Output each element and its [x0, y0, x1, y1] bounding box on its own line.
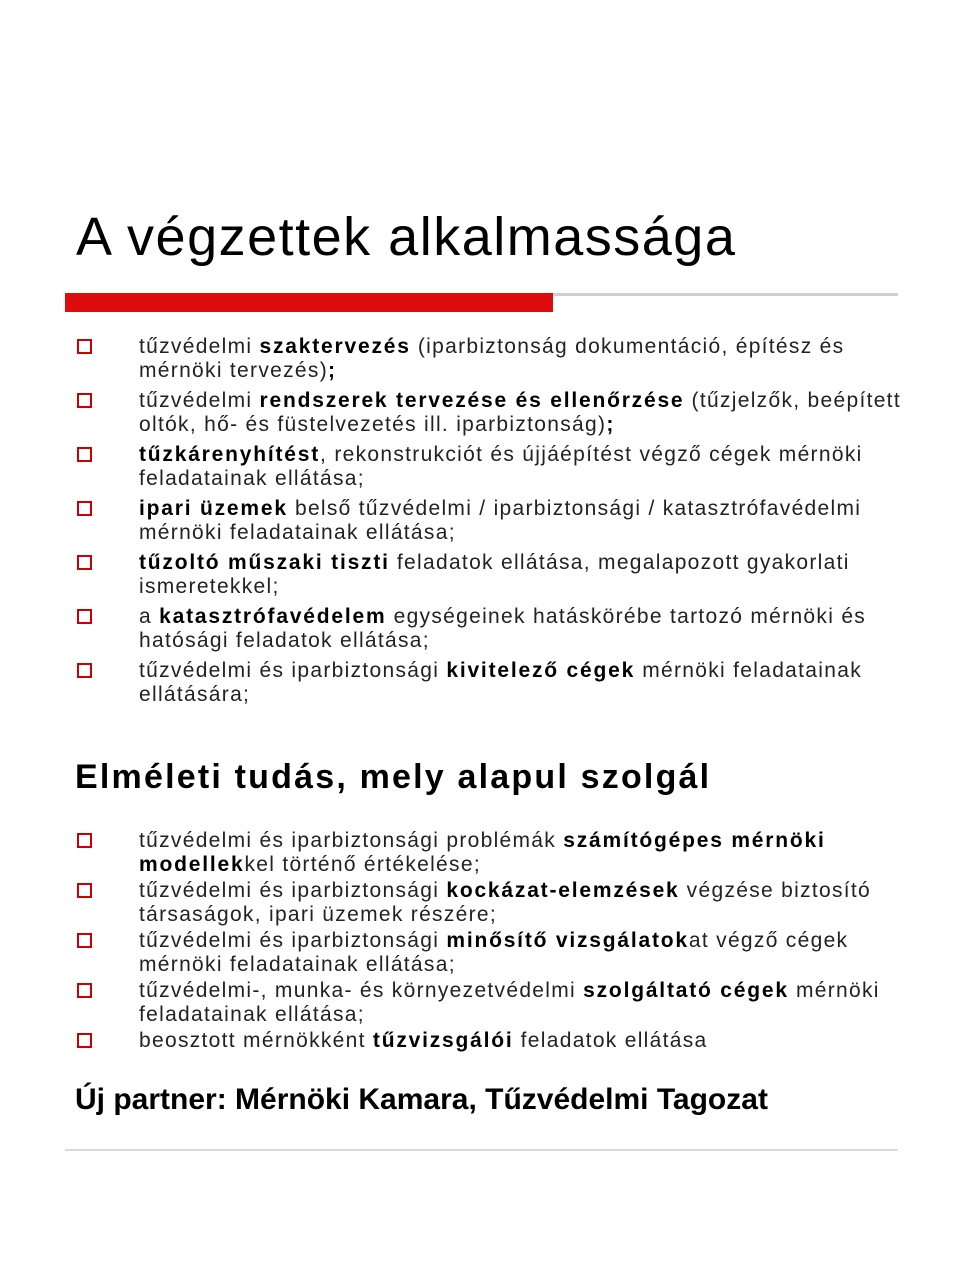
square-bullet-icon: [77, 663, 92, 678]
list-item-text: [139, 829, 826, 876]
bottom-divider: [65, 1149, 898, 1151]
list-item-text: [139, 389, 901, 436]
plain-text: a: [139, 605, 160, 628]
list-item: [0, 389, 960, 437]
plain-text: feladatok ellátása: [513, 1029, 708, 1052]
emphasis-text: tűzoltó műszaki tiszti: [139, 551, 390, 574]
plain-text: beosztott mérnökként: [139, 1029, 373, 1052]
square-bullet-icon: [77, 609, 92, 624]
theory-list: [0, 829, 960, 1055]
emphasis-text: kockázat-elemzések: [446, 879, 680, 902]
square-bullet-icon: [77, 933, 92, 948]
square-bullet-icon: [77, 1033, 92, 1048]
list-item: [0, 979, 960, 1027]
list-item: [0, 443, 960, 491]
plain-text: végzése biztosító társaságok, ipari üzemek részére;: [139, 879, 872, 926]
emphasis-text: szolgáltató cégek: [583, 979, 789, 1002]
square-bullet-icon: [77, 447, 92, 462]
emphasis-text: katasztrófavédelem: [159, 605, 387, 628]
list-item: [0, 1029, 960, 1053]
partner-line: Új partner: Mérnöki Kamara, Tűzvédelmi Tagozat: [75, 1083, 768, 1116]
list-item: [0, 929, 960, 977]
emphasis-text: tűzkárenyhítést: [139, 443, 321, 466]
list-item-text: [139, 1029, 708, 1052]
competency-list: [0, 335, 960, 713]
list-item-text: [139, 605, 866, 652]
plain-text: tűzvédelmi és iparbiztonsági problémák: [139, 829, 564, 852]
plain-text: tűzvédelmi: [139, 335, 260, 358]
plain-text: (tűzjelzők, beépített oltók, hő- és füstelvezetés ill. iparbiztonság): [139, 389, 901, 436]
plain-text: tűzvédelmi és iparbiztonsági: [139, 929, 447, 952]
list-item-text: [139, 979, 880, 1026]
square-bullet-icon: [77, 883, 92, 898]
square-bullet-icon: [77, 501, 92, 516]
list-item-text: [139, 659, 862, 706]
list-item: [0, 879, 960, 927]
section-heading: Elméleti tudás, mely alapul szolgál: [75, 758, 712, 796]
emphasis-text: kivitelező cégek: [446, 659, 636, 682]
emphasis-text: rendszerek tervezése és ellenőrzése: [259, 389, 685, 412]
emphasis-text: számítógépes mérnöki modellek: [139, 829, 826, 876]
plain-text: mérnöki feladatainak ellátására;: [139, 659, 862, 706]
list-item-text: [139, 497, 861, 544]
title-underline-red: [65, 293, 553, 312]
list-item: [0, 605, 960, 653]
list-item: [0, 335, 960, 383]
list-item-text: [139, 551, 850, 598]
emphasis-text: minősítő vizsgálatok: [446, 929, 689, 952]
emphasis-text: ipari üzemek: [139, 497, 288, 520]
square-bullet-icon: [77, 555, 92, 570]
plain-text: egységeinek hatáskörébe tartozó mérnöki és hatósági feladatok ellátása;: [139, 605, 867, 652]
plain-text: feladatok ellátása, megalapozott gyakorlati ismeretekkel;: [139, 551, 850, 598]
square-bullet-icon: [77, 339, 92, 354]
list-item: [0, 829, 960, 877]
list-item-text: [139, 335, 844, 382]
list-item-text: [139, 929, 848, 976]
plain-text: belső tűzvédelmi / iparbiztonsági / katasztrófavédelmi mérnöki feladatainak ellátása;: [139, 497, 862, 544]
list-item: [0, 551, 960, 599]
plain-text: at végző cégek mérnöki feladatainak ellátása;: [139, 929, 849, 976]
plain-text: tűzvédelmi és iparbiztonsági: [139, 879, 447, 902]
emphasis-text: szaktervezés: [259, 335, 411, 358]
plain-text: tűzvédelmi: [139, 389, 260, 412]
page-title: A végzettek alkalmassága: [76, 207, 737, 267]
square-bullet-icon: [77, 393, 92, 408]
emphasis-text: ;: [327, 359, 337, 382]
emphasis-text: tűzvizsgálói: [372, 1029, 514, 1052]
plain-text: , rekonstrukciót és újjáépítést végző cégek mérnöki feladatainak ellátása;: [139, 443, 863, 490]
plain-text: mérnöki feladatainak ellátása;: [139, 979, 880, 1026]
list-item: [0, 497, 960, 545]
plain-text: kel történő értékelése;: [244, 853, 481, 876]
list-item: [0, 659, 960, 707]
emphasis-text: ;: [606, 413, 616, 436]
title-underline-grey: [553, 293, 898, 296]
plain-text: (iparbiztonság dokumentáció, építész és mérnöki tervezés): [139, 335, 845, 382]
square-bullet-icon: [77, 833, 92, 848]
plain-text: tűzvédelmi-, munka- és környezetvédelmi: [139, 979, 584, 1002]
list-item-text: [139, 879, 871, 926]
square-bullet-icon: [77, 983, 92, 998]
list-item-text: [139, 443, 863, 490]
plain-text: tűzvédelmi és iparbiztonsági: [139, 659, 447, 682]
